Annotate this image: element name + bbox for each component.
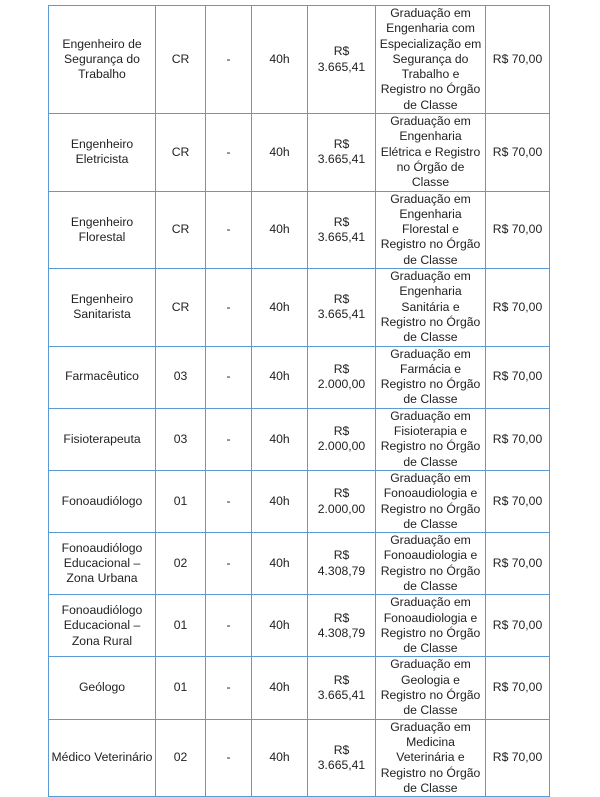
table-row: [49, 6, 550, 114]
cell-salary: R$ 2.000,00: [308, 408, 376, 470]
cell-fee: R$ 70,00: [486, 657, 550, 719]
cell-pcd: -: [206, 533, 252, 595]
table-row: [49, 595, 550, 657]
cell-vacancies: 02: [156, 533, 206, 595]
cell-workload: 40h: [252, 657, 308, 719]
cell-salary: R$ 2.000,00: [308, 470, 376, 532]
cell-vacancies: CR: [156, 191, 206, 268]
cell-position: Fonoaudiólogo Educacional – Zona Rural: [49, 595, 156, 657]
cell-pcd: -: [206, 114, 252, 191]
cell-position: Engenheiro Sanitarista: [49, 269, 156, 346]
cell-fee: R$ 70,00: [486, 346, 550, 408]
cell-position: Engenheiro Florestal: [49, 191, 156, 268]
cell-fee: R$ 70,00: [486, 191, 550, 268]
cell-pcd: -: [206, 191, 252, 268]
cell-fee: R$ 70,00: [486, 6, 550, 114]
job-positions-table: [48, 5, 550, 797]
table-row: [49, 657, 550, 719]
cell-requirement: Graduação em Farmácia e Registro no Órgão de Classe: [376, 346, 486, 408]
table-row: [49, 719, 550, 796]
table-row: [49, 470, 550, 532]
cell-workload: 40h: [252, 346, 308, 408]
table-row: [49, 346, 550, 408]
cell-fee: R$ 70,00: [486, 269, 550, 346]
cell-fee: R$ 70,00: [486, 595, 550, 657]
cell-workload: 40h: [252, 114, 308, 191]
cell-fee: R$ 70,00: [486, 719, 550, 796]
cell-requirement: Graduação em Fonoaudiologia e Registro no Órgão de Classe: [376, 533, 486, 595]
cell-requirement: Graduação em Engenharia com Especialização em Segurança do Trabalho e Registro no Órgão de Classe: [376, 6, 486, 114]
cell-position: Médico Veterinário: [49, 719, 156, 796]
table-row: [49, 408, 550, 470]
cell-salary: R$ 4.308,79: [308, 595, 376, 657]
cell-workload: 40h: [252, 533, 308, 595]
cell-pcd: -: [206, 408, 252, 470]
table-row: [49, 533, 550, 595]
cell-pcd: -: [206, 6, 252, 114]
cell-workload: 40h: [252, 269, 308, 346]
cell-requirement: Graduação em Medicina Veterinária e Registro no Órgão de Classe: [376, 719, 486, 796]
cell-salary: R$ 3.665,41: [308, 657, 376, 719]
cell-requirement: Graduação em Engenharia Sanitária e Registro no Órgão de Classe: [376, 269, 486, 346]
cell-requirement: Graduação em Engenharia Elétrica e Registro no Órgão de Classe: [376, 114, 486, 191]
cell-requirement: Graduação em Fisioterapia e Registro no Órgão de Classe: [376, 408, 486, 470]
cell-fee: R$ 70,00: [486, 408, 550, 470]
cell-workload: 40h: [252, 595, 308, 657]
cell-workload: 40h: [252, 719, 308, 796]
cell-vacancies: CR: [156, 6, 206, 114]
cell-position: Engenheiro Eletricista: [49, 114, 156, 191]
cell-salary: R$ 3.665,41: [308, 6, 376, 114]
cell-requirement: Graduação em Geologia e Registro no Órgão de Classe: [376, 657, 486, 719]
cell-vacancies: 01: [156, 657, 206, 719]
cell-requirement: Graduação em Fonoaudiologia e Registro no Órgão de Classe: [376, 470, 486, 532]
table-row: [49, 114, 550, 191]
table-row: [49, 191, 550, 268]
cell-workload: 40h: [252, 408, 308, 470]
cell-position: Fisioterapeuta: [49, 408, 156, 470]
cell-pcd: -: [206, 346, 252, 408]
cell-position: Engenheiro de Segurança do Trabalho: [49, 6, 156, 114]
cell-requirement: Graduação em Fonoaudiologia e Registro no Órgão de Classe: [376, 595, 486, 657]
cell-vacancies: 03: [156, 408, 206, 470]
cell-requirement: Graduação em Engenharia Florestal e Registro no Órgão de Classe: [376, 191, 486, 268]
cell-workload: 40h: [252, 470, 308, 532]
cell-vacancies: 01: [156, 595, 206, 657]
table-body: [49, 6, 550, 797]
cell-vacancies: CR: [156, 269, 206, 346]
cell-salary: R$ 2.000,00: [308, 346, 376, 408]
cell-fee: R$ 70,00: [486, 114, 550, 191]
cell-pcd: -: [206, 470, 252, 532]
cell-position: Fonoaudiólogo Educacional – Zona Urbana: [49, 533, 156, 595]
cell-fee: R$ 70,00: [486, 470, 550, 532]
cell-pcd: -: [206, 595, 252, 657]
cell-position: Farmacêutico: [49, 346, 156, 408]
cell-workload: 40h: [252, 6, 308, 114]
cell-salary: R$ 3.665,41: [308, 191, 376, 268]
cell-vacancies: 03: [156, 346, 206, 408]
cell-position: Fonoaudiólogo: [49, 470, 156, 532]
cell-salary: R$ 3.665,41: [308, 269, 376, 346]
cell-salary: R$ 3.665,41: [308, 719, 376, 796]
cell-workload: 40h: [252, 191, 308, 268]
cell-salary: R$ 4.308,79: [308, 533, 376, 595]
cell-position: Geólogo: [49, 657, 156, 719]
cell-pcd: -: [206, 657, 252, 719]
cell-fee: R$ 70,00: [486, 533, 550, 595]
cell-vacancies: CR: [156, 114, 206, 191]
cell-salary: R$ 3.665,41: [308, 114, 376, 191]
cell-pcd: -: [206, 719, 252, 796]
table-row: [49, 269, 550, 346]
cell-vacancies: 01: [156, 470, 206, 532]
cell-pcd: -: [206, 269, 252, 346]
cell-vacancies: 02: [156, 719, 206, 796]
